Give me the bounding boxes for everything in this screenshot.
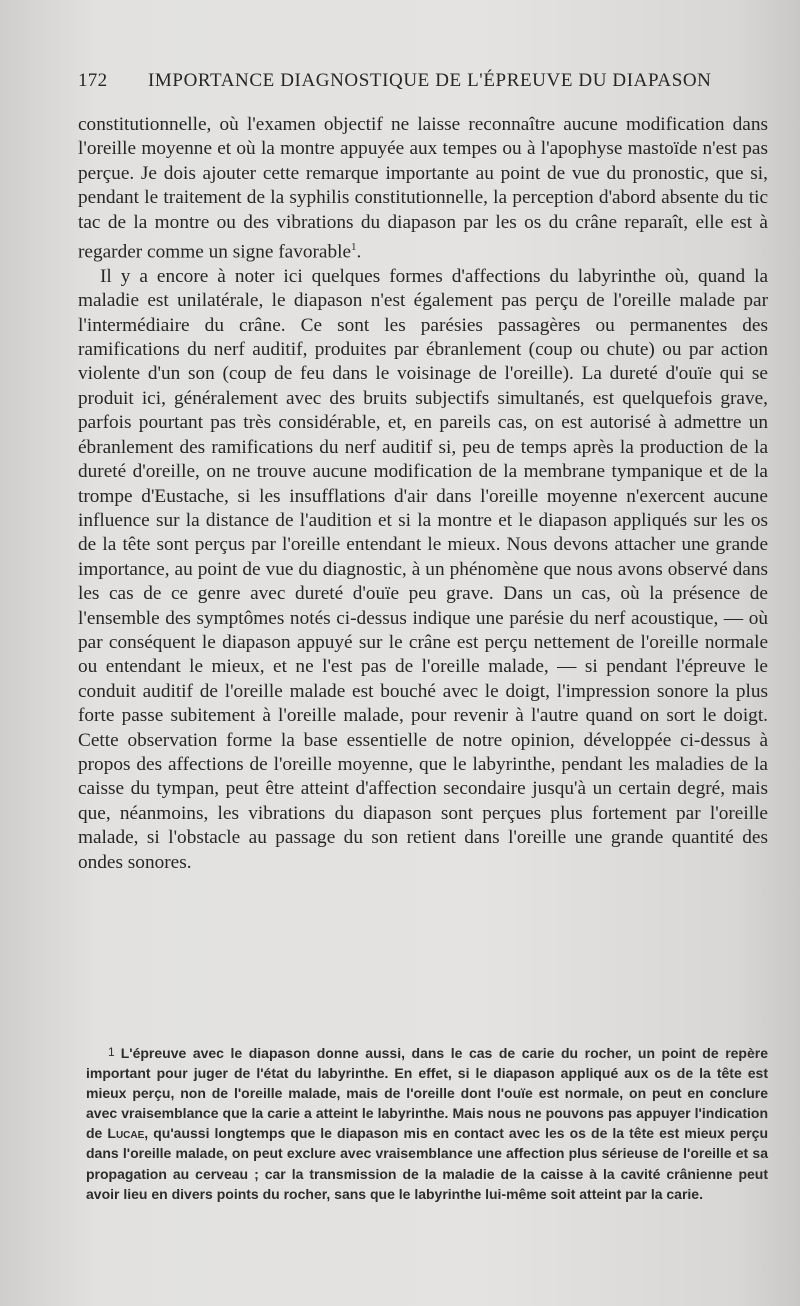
running-title: IMPORTANCE DIAGNOSTIQUE DE L'ÉPREUVE DU DIAPASON: [148, 70, 712, 91]
footnote: [86, 1042, 768, 1204]
footnote-reference: 1: [351, 241, 357, 254]
paragraph-1: [78, 113, 768, 265]
running-header: [78, 70, 768, 98]
footnote-author-name: Lucae: [107, 1125, 145, 1142]
footnote-text-end: , qu'aussi longtemps que le diapason mis en contact avec les os de la tête est mieux perçu dans l'oreille malade, on peut exclure avec vraisemblance une affection plus sérieuse de l'oreille et sa propagation au cerveau ; car la transmission de la maladie de la caisse à la cavité crânienne peut avoir lieu en divers points du rocher, sans que le labyrinthe lui-même soit atteint par la carie.: [86, 1125, 769, 1202]
footnote-marker: 1: [108, 1045, 115, 1059]
paragraph-1-text: constitutionnelle, où l'examen objectif ne laisse reconnaître aucune modification dans l'oreille moyenne et où la montre appuyée aux tempes ou à l'apophyse mastoïde n'est pas perçue. Je dois ajouter cette remarque importante au point de vue du pronostic, que si, pendant le traitement de la syphilis constitutionnelle, la perception d'abord absente du tic tac de la montre ou des vibrations du diapason par les os du crâne reparaît, elle est à regarder comme un signe favorable: [78, 114, 768, 263]
page-number: 172: [78, 70, 108, 91]
paragraph-2: Il y a encore à noter ici quelques formes d'affections du labyrinthe où, quand la maladie est unilatérale, le diapason n'est également pas perçu de l'oreille malade par l'intermédiaire du crâne. Ce sont les parésies passagères ou permanentes des ramifications du nerf auditif, produites par ébranlement (coup ou chute) ou par action violente d'un son (coup de feu dans le voisinage de l'oreille). La dureté d'ouïe qui se produit ici, généralement avec des bruits subjectifs simultanés, est quelquefois grave, parfois pourtant pas très considérable, et, en pareils cas, on est autorisé à admettre un ébranlement des ramifications du nerf auditif si, peu de temps après la production de la dureté d'oreille, on ne trouve aucune modification de la membrane tympanique et de la trompe d'Eustache, si les insufflations d'air dans l'oreille moyenne n'exercent aucune influence sur la distance de l'audition et si la montre et le diapason appliqués sur les os de la tête sont perçus par l'oreille entendant le mieux. Nous devons attacher une grande importance, au point de vue du diagnostic, à un phénomène que nous avons observé dans les cas de ce genre avec dureté d'ouïe peu grave. Dans un cas, où la présence de l'ensemble des symptômes notés ci-dessus indique une parésie du nerf acoustique, — où par conséquent le diapason appuyé sur le crâne est perçu nettement de l'oreille normale ou entendant le mieux, et ne l'est pas de l'oreille malade, — si pendant l'épreuve le conduit auditif de l'oreille malade est bouché avec le doigt, l'impression sonore la plus forte passe subitement à l'oreille malade, pour revenir à l'autre quand on sort le doigt. Cette observation forme la base essentielle de notre opinion, développée ci-dessus à propos des affections de l'oreille moyenne, que le labyrinthe, pendant les maladies de la caisse du tympan, peut être atteint d'affection secondaire jusqu'à un certain degré, mais que, néanmoins, les vibrations du diapason sont perçues plus fortement par l'oreille malade, si l'obstacle au passage du son retient dans l'oreille une grande quantité des ondes sonores.: [78, 265, 768, 873]
paragraph-1-end: .: [356, 241, 362, 263]
main-text: [78, 113, 768, 875]
footnote-text-start: L'épreuve avec le diapason donne aussi, dans le cas de carie du rocher, un point de repère important pour juger de l'état du labyrinthe. En effet, si le diapason appliqué aux os de la tête est mieux perçu, non de l'oreille malade, mais de l'oreille dont l'ouïe est normale, on peut en conclure avec vraisemblance que la carie a atteint le labyrinthe. Mais nous ne pouvons pas appuyer l'indication de: [86, 1045, 768, 1142]
